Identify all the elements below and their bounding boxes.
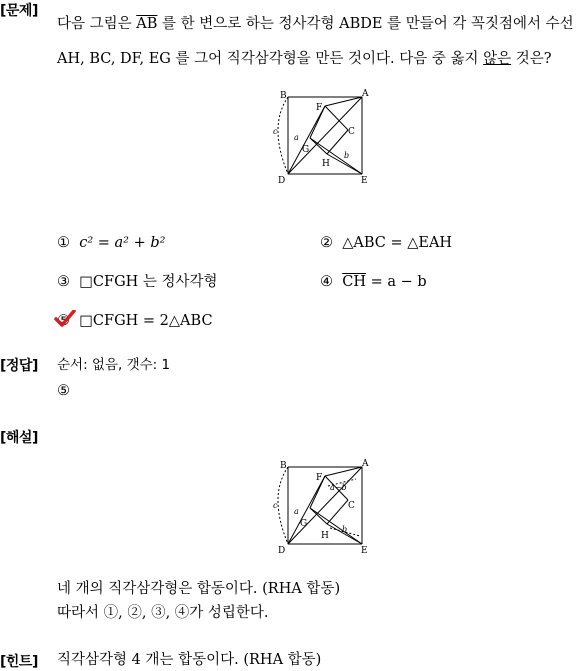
exp-label-f: F (316, 473, 323, 483)
exp-label-c: C (348, 501, 355, 511)
exp-label-g: G (300, 519, 308, 529)
answer-line-1: 순서: 없음, 갯수: 1 (57, 357, 171, 373)
exp-label-e: E (361, 546, 368, 556)
label-a: A (362, 89, 369, 99)
question-figure (270, 86, 380, 186)
exp-label-a-minus-b: a−b (330, 483, 347, 492)
label-c-side: c (273, 127, 278, 136)
answer-line-2: ⑤ (57, 383, 70, 399)
label-h: H (322, 159, 330, 169)
choice-3[interactable]: ③ □CFGH 는 정사각형 (57, 274, 218, 290)
label-d: D (278, 176, 286, 186)
hint-text: 직각삼각형 4 개는 합동이다. (RHA 합동) (57, 652, 322, 668)
choice-5[interactable]: ⑤ □CFGH = 2△ABC (57, 313, 213, 329)
label-c: C (348, 127, 355, 137)
label-a-side: a (294, 133, 299, 142)
exp-label-b-side: b (342, 525, 348, 534)
segment-ab: $\overline{AB}$ (136, 16, 158, 32)
hint-label: [힌트] (0, 654, 38, 670)
checkmark-icon (54, 310, 76, 328)
explanation-figure (270, 456, 380, 556)
underlined-word: 않은 (483, 51, 512, 67)
question-line-1: 다음 그림은 $\overline{AB}$ 를 한 변으로 하는 정사각형 ABDE 를 만들어 각 꼭짓점에서 수선 (57, 16, 574, 32)
explanation-line-2: 따라서 ①, ②, ③, ④가 성립한다. (57, 605, 269, 621)
label-b: B (280, 91, 287, 101)
exp-label-d: D (278, 546, 286, 556)
exp-label-a: A (362, 459, 369, 469)
exp-label-b: B (280, 461, 287, 471)
exp-label-c-side: c (273, 501, 278, 510)
exp-label-h: H (321, 531, 329, 541)
label-e: E (361, 176, 368, 186)
label-g: G (302, 145, 310, 155)
choice-4[interactable]: ④ $\overline{CH} = a - b$ (320, 274, 427, 290)
choice-2[interactable]: ② △ABC = △EAH (320, 235, 453, 251)
explanation-label: [해설] (0, 430, 38, 446)
question-line-2: AH, BC, DF, EG 를 그어 직각삼각형을 만든 것이다. 다음 중 옳지 않은 것은? (57, 51, 552, 67)
label-f: F (316, 103, 323, 113)
answer-label: [정답] (0, 358, 38, 374)
label-b-side: b (344, 151, 350, 160)
explanation-line-1: 네 개의 직각삼각형은 합동이다. (RHA 합동) (57, 581, 341, 597)
choice-1[interactable]: ① c² = a² + b² (57, 235, 166, 251)
question-label: [문제] (0, 3, 38, 19)
exp-label-a-side: a (294, 507, 299, 516)
